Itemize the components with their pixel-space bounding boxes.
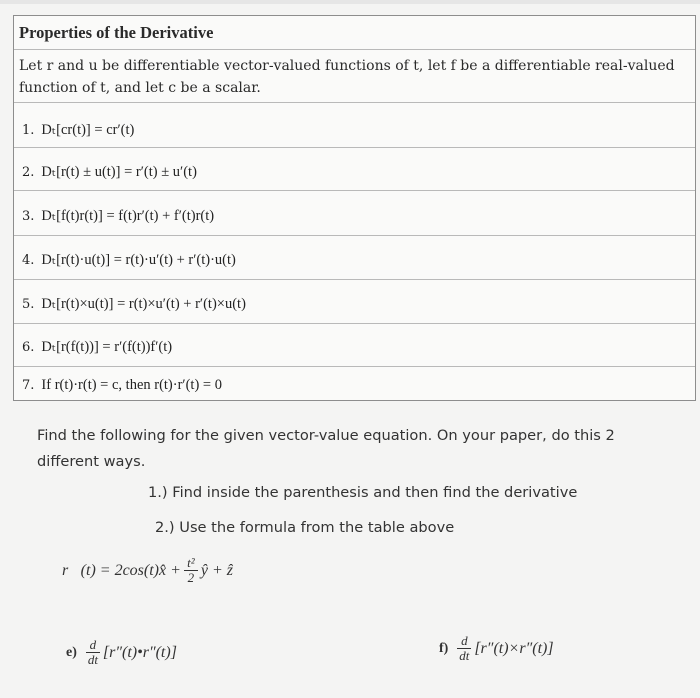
operator-numerator: d <box>89 637 97 652</box>
rule-formula: Dₜ[r(t) ± u(t)] = r′(t) ± u′(t) <box>41 163 197 180</box>
rule-row <box>22 201 214 231</box>
divider <box>14 279 695 280</box>
rule-formula: Dₜ[r(t)·u(t)] = r(t)·u′(t) + r′(t)·u(t) <box>41 251 236 268</box>
fraction <box>184 556 198 585</box>
rule-formula: If r(t)·r(t) = c, then r(t)·r′(t) = 0 <box>41 376 222 393</box>
divider <box>14 49 695 50</box>
equation-lhs: r⃗(t) = 2cos(t)x̂ + <box>62 561 181 579</box>
top-border <box>0 0 700 4</box>
derivative-operator <box>86 638 100 667</box>
rule-number: 3. <box>22 208 35 224</box>
part-expression: [r″(t)×r″(t)] <box>474 639 554 657</box>
rule-number: 7. <box>22 377 35 393</box>
rule-formula: Dₜ[f(t)r(t)] = f(t)r′(t) + f′(t)r(t) <box>41 207 215 224</box>
table-intro: Let r and u be differentiable vector-valued functions of t, let f be a differentiable real-valued function of t, and let c be a scalar. <box>19 58 675 96</box>
rule-formula: Dₜ[r(t)×u(t)] = r(t)×u′(t) + r′(t)×u(t) <box>41 295 246 312</box>
table-title: Properties of the Derivative <box>19 23 214 42</box>
divider <box>14 366 695 367</box>
rule-number: 4. <box>22 252 35 268</box>
divider <box>14 147 695 148</box>
rule-row <box>22 289 246 319</box>
operator-numerator: d <box>461 633 468 648</box>
operator-denominator: dt <box>459 648 470 663</box>
rule-number: 2. <box>22 164 35 180</box>
equation-rhs: ŷ + ẑ <box>200 561 234 579</box>
rule-row <box>22 115 134 145</box>
divider <box>14 190 695 191</box>
rule-row <box>22 370 222 400</box>
part-label: f) <box>439 640 449 656</box>
rule-formula: Dₜ[r(f(t))] = r′(f(t))f′(t) <box>41 338 173 355</box>
derivative-properties-table <box>13 15 696 401</box>
divider <box>14 102 695 103</box>
rule-row <box>22 332 172 362</box>
fraction-denominator: 2 <box>187 570 195 585</box>
question-text: Find the following for the given vector-value equation. On your paper, do this 2 different ways. <box>37 427 615 470</box>
rule-row <box>22 157 197 187</box>
part-e <box>66 638 177 667</box>
part-f <box>439 634 554 663</box>
part-label: e) <box>66 644 77 660</box>
rule-row <box>22 245 236 275</box>
rule-number: 1. <box>22 122 35 138</box>
derivative-operator <box>457 634 471 663</box>
part-expression: [r″(t)•r″(t)] <box>102 643 177 661</box>
fraction-numerator: t² <box>187 555 195 570</box>
rule-number: 6. <box>22 339 35 355</box>
divider <box>14 323 695 324</box>
rule-number: 5. <box>22 296 35 312</box>
rule-formula: Dₜ[cr(t)] = cr′(t) <box>41 121 135 138</box>
operator-denominator: dt <box>87 652 98 667</box>
vector-equation <box>62 556 233 585</box>
divider <box>14 235 695 236</box>
method-one: 1.) Find inside the parenthesis and then find the derivative <box>148 484 578 501</box>
method-two: 2.) Use the formula from the table above <box>155 519 455 536</box>
